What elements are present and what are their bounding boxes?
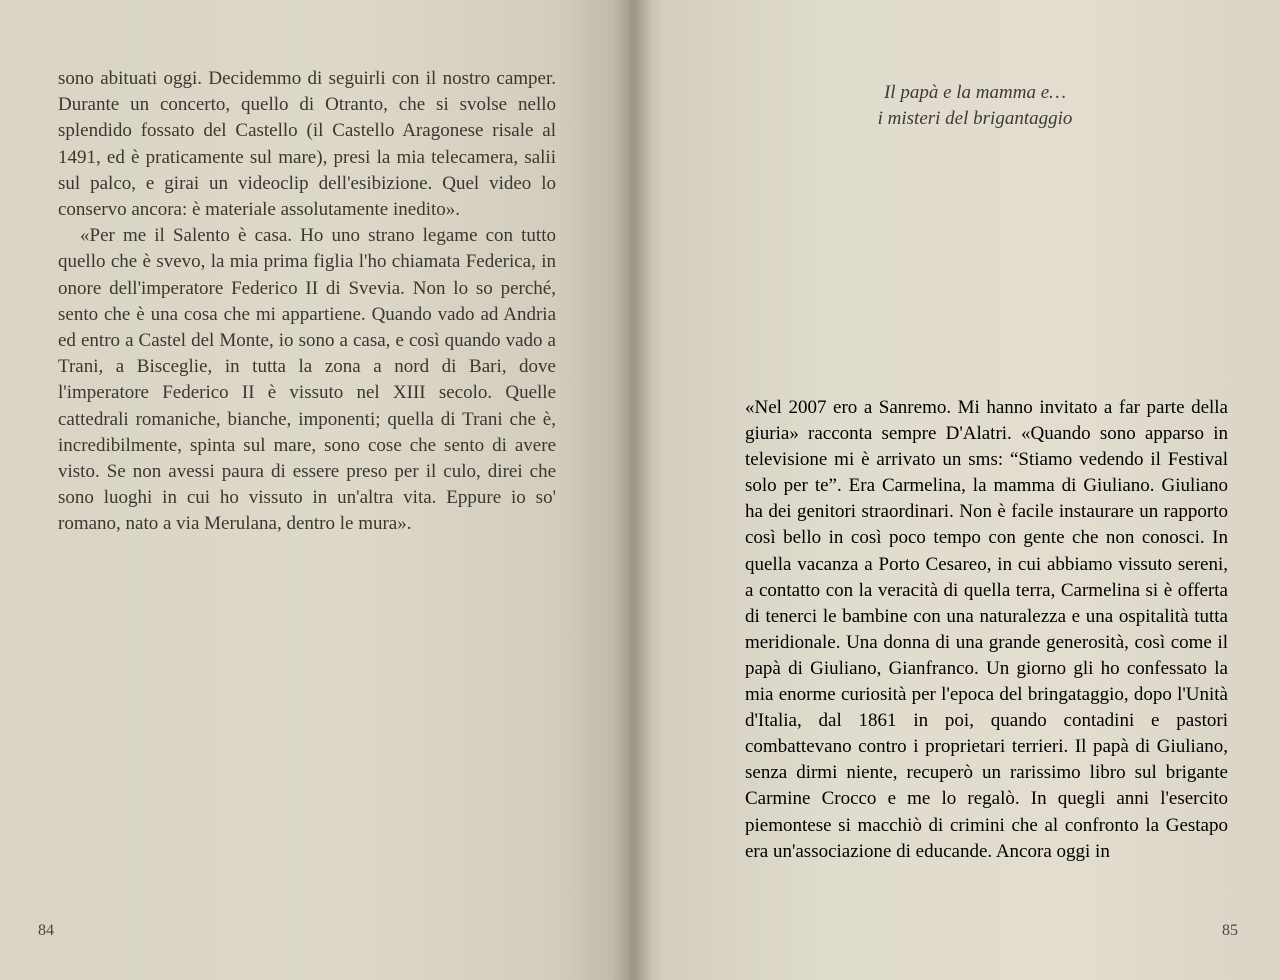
left-paragraph-1: sono abituati oggi. Decidemmo di seguirli con il nostro camper. Durante un concerto, quello di Otranto, che si svolse nello splendido fossato del Castello (il Castello Aragonese risale al 1491, ed è praticamente sul mare), presi la mia telecamera, salii sul palco, e girai un videoclip dell'esibizione. Quel video lo conservo ancora: è materiale assolutamente inedito». (58, 68, 556, 221)
page-number-right: 85 (1222, 922, 1238, 939)
left-page (0, 0, 630, 980)
left-paragraph-2: «Per me il Salento è casa. Ho uno strano legame con tutto quello che è svevo, la mia prima figlia l'ho chiamata Federica, in onore dell'imperatore Federico II di Svevia. Non lo so perché, sento che è una cosa che mi appartiene. Quando vado ad Andria ed entro a Castel del Monte, io sono a casa, e così quando vado a Trani, a Bisceglie, in tutta la zona a nord di Bari, dove l'imperatore Federico II è vissuto nel XIII secolo. Quelle cattedrali romaniche, bianche, imponenti; quella di Trani che è, incredibilmente, spinta sul mare, sono cose che sento di avere visto. Se non avessi paura di essere preso per il culo, direi che sono luoghi in cui ho vissuto in un'altra vita. Eppure io so' romano, nato a via Merulana, dentro le mura». (58, 225, 556, 535)
chapter-title (790, 80, 1160, 132)
left-page-body (58, 66, 556, 538)
chapter-title-line-1: Il papà e la mamma e… (883, 82, 1067, 103)
page-number-left: 84 (38, 922, 54, 939)
chapter-title-line-2: i misteri del brigantaggio (877, 108, 1073, 129)
right-page-body (745, 395, 1228, 865)
right-paragraph-1: «Nel 2007 ero a Sanremo. Mi hanno invitato a far parte della giuria» racconta sempre D'Alatri. «Quando sono apparso in televisione mi è arrivato un sms: “Stiamo vedendo il Festival solo per te”. Era Carmelina, la mamma di Giuliano. Giuliano ha dei genitori straordinari. Non è facile instaurare un rapporto così bello in così poco tempo con gente che non conosci. In quella vacanza a Porto Cesareo, in cui abbiamo vissuto sereni, a contatto con la veracità di quella terra, Carmelina si è offerta di tenerci le bambine con una naturalezza e una ospitalità tutta meridionale. Una donna di una grande generosità, così come il papà di Giuliano, Gianfranco. Un giorno gli ho confessato la mia enorme curiosità per l'epoca del bringataggio, dopo l'Unità d'Italia, dal 1861 in poi, quando contadini e pastori combattevano contro i proprietari terrieri. Il papà di Giuliano, senza dirmi niente, recuperò un rarissimo libro sul brigante Carmine Crocco e me lo regalò. In quegli anni l'esercito piemontese si macchiò di crimini che al confronto la Gestapo era un'associazione di educande. Ancora oggi in (745, 397, 1228, 862)
